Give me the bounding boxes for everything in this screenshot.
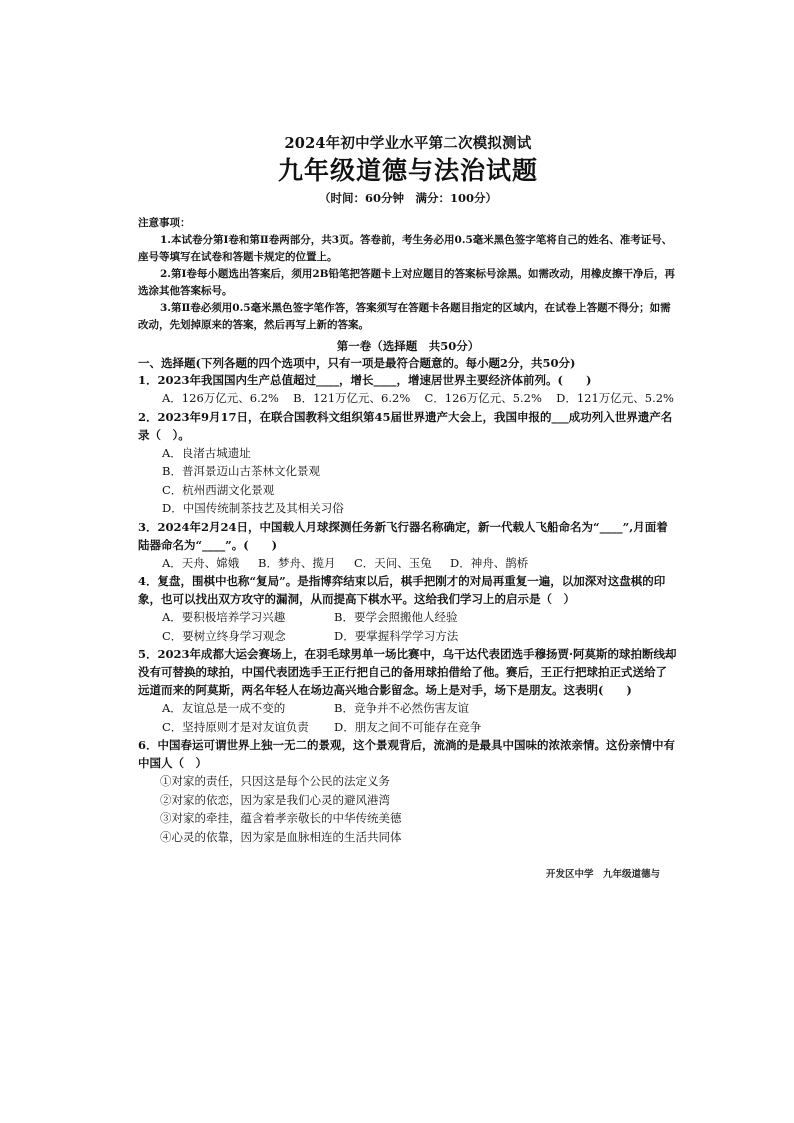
- page-footer: 开发区中学 九年级道德与: [546, 869, 661, 880]
- option: A．要积极培养学习兴趣: [162, 610, 286, 624]
- statement: ①对家的责任，只因这是每个公民的法定义务: [160, 774, 390, 788]
- question-stem: 2．2023年9月17日，在联合国教科文组织第45届世界遗产大会上，我国申报的___成功列入世界遗产名录（ ）。: [138, 409, 673, 442]
- question-stem: 5．2023年成都大运会赛场上，在羽毛球男单一场比赛中，乌干达代表团选手穆扬贾·阿莫斯的球拍断线却没有可替换的球拍，中国代表团选手王正行把自己的备用球拍借给了他。赛后，王正行把球拍正式送给了远道而来的阿莫斯，两名年轻人在场边高兴地合影留念。场上是对手，场下是朋友。这表明( ): [138, 647, 677, 697]
- option: C．126万亿元、5.2%: [424, 391, 542, 405]
- option: B．121万亿元、6.2%: [293, 391, 411, 405]
- question-options: [138, 627, 678, 646]
- instruction-item: 3.第Ⅱ卷必须用0.5毫米黑色签字笔作答，答案须写在答题卡各题目指定的区域内，在试卷上答题不得分；如需改动，先划掉原来的答案，然后再写上新的答案。: [138, 302, 671, 331]
- instructions: [138, 215, 678, 334]
- option: A．友谊总是一成不变的: [162, 701, 286, 715]
- exam-subtitle: 2024年初中学业水平第二次模拟测试: [284, 135, 532, 152]
- question-stem: 1．2023年我国国内生产总值超过____，增长____，增速居世界主要经济体前列。( ): [138, 373, 592, 387]
- option: B．竞争并不必然伤害友谊: [334, 701, 469, 715]
- option: A．良渚古城遗址: [162, 445, 251, 460]
- instructions-heading: 注意事项：: [138, 217, 191, 229]
- question-options: [138, 608, 678, 627]
- option: D．要掌握科学学习方法: [334, 628, 459, 643]
- statement: ④心灵的依靠，因为家是血脉相连的生活共同体: [160, 829, 402, 844]
- question-options: [138, 718, 678, 737]
- option: D．神舟、鹊桥: [450, 555, 529, 570]
- question-stem: 3．2024年2月24日，中国载人月球探测任务新飞行器名称确定，新一代载人飞船命名为“____”,月面着陆器命名为“____”。( ): [138, 519, 668, 552]
- exam-title: 九年级道德与法治试题: [277, 156, 538, 185]
- option: A．天舟、嫦娥: [162, 555, 240, 570]
- question-options: [138, 389, 678, 408]
- exam-document: [138, 132, 678, 846]
- option: C．要树立终身学习观念: [162, 628, 286, 643]
- statement: ②对家的依恋，因为家是我们心灵的避风港湾: [160, 792, 390, 807]
- exam-meta: （时间：60分钟 满分：100分）: [318, 191, 497, 205]
- option: C．杭州西湖文化景观: [162, 482, 275, 497]
- option: D．中国传统制茶技艺及其相关习俗: [162, 501, 344, 515]
- section-title: 一、选择题(下列各题的四个选项中，只有一项是最符合题意的。每小题2分，共50分): [138, 356, 576, 370]
- part-title: 第一卷（选择题 共50分）: [336, 339, 480, 353]
- option: D．朋友之间不可能存在竞争: [334, 719, 482, 734]
- instruction-item: 1.本试卷分第Ⅰ卷和第Ⅱ卷两部分，共3页。答卷前，考生务必用0.5毫米黑色签字笔将自己的姓名、准考证号、座号等填写在试卷和答题卡规定的位置上。: [138, 234, 673, 263]
- statement: ③对家的牵挂，蕴含着孝亲敬长的中华传统美德: [160, 811, 402, 825]
- option: B．梦舟、揽月: [258, 555, 336, 570]
- question-stem: 6．中国春运可谓世界上独一无二的景观，这个景观背后，流淌的是最具中国味的浓浓亲情。这份亲情中有中国人（ ）: [138, 738, 675, 770]
- instruction-item: 2.第Ⅰ卷每小题选出答案后，须用2B铅笔把答题卡上对应题目的答案标号涂黑。如需改动，用橡皮擦干净后，再选涂其他答案标号。: [138, 268, 676, 297]
- option: B．普洱景迈山古茶林文化景观: [162, 464, 320, 478]
- question-stem: 4．复盘，围棋中也称“复局”。是指博弈结束以后，棋手把刚才的对局再重复一遍，以加深对这盘棋的印象，也可以找出双方攻守的漏洞，从而提高下棋水平。这给我们学习上的启示是（ ）: [138, 574, 666, 606]
- option: C．天问、玉兔: [354, 555, 432, 570]
- option: C．坚持原则才是对友谊负责: [162, 719, 309, 734]
- option: B．要学会照搬他人经验: [334, 610, 458, 624]
- option: D．121万亿元、5.2%: [556, 391, 674, 405]
- question-options: [138, 554, 678, 573]
- question-options: [138, 699, 678, 718]
- option: A．126万亿元、6.2%: [162, 391, 279, 405]
